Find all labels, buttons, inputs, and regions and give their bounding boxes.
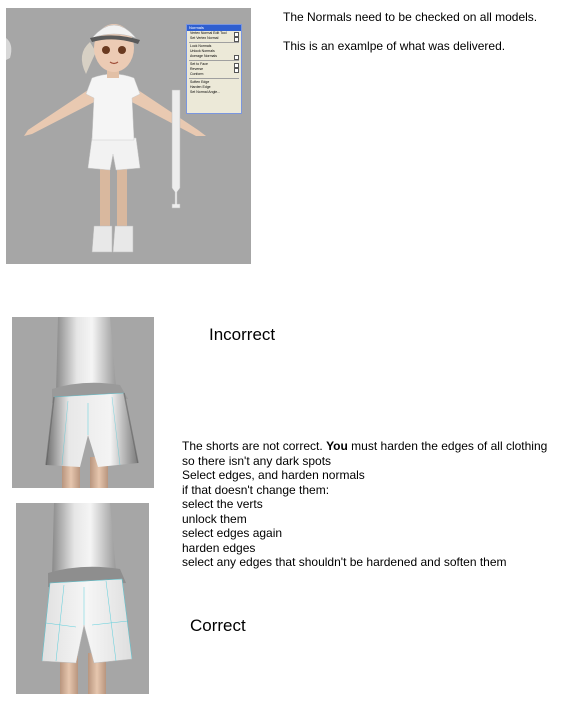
shorts-correct-render bbox=[16, 503, 149, 694]
menu-separator bbox=[189, 78, 239, 79]
instruction-line-2: so there isn't any dark spots bbox=[182, 453, 332, 468]
menu-item[interactable]: Set Vertex Normal bbox=[187, 36, 241, 41]
instruction-line-9: select any edges that shouldn't be hardened and soften them bbox=[182, 555, 507, 569]
viewport-incorrect bbox=[12, 317, 154, 488]
menu-separator bbox=[189, 60, 239, 61]
option-box-icon[interactable] bbox=[234, 37, 239, 42]
instruction-line-4: if that doesn't change them: bbox=[182, 482, 330, 497]
instruction-line-5: select the verts bbox=[182, 497, 263, 511]
intro-line-2: This is an examlpe of what was delivered. bbox=[283, 39, 506, 53]
menu-item[interactable]: Lock Normals bbox=[190, 44, 212, 48]
intro-line-1: The Normals need to be checked on all models. bbox=[283, 10, 538, 24]
menu-title: Normals bbox=[187, 25, 241, 31]
incorrect-heading: Incorrect bbox=[209, 325, 276, 344]
instruction-line-7: select edges again bbox=[182, 526, 283, 540]
menu-item[interactable]: Vertex Normal Edit Tool bbox=[187, 31, 241, 36]
menu-item[interactable]: Unlock Normals bbox=[190, 49, 215, 53]
normals-menu bbox=[186, 24, 242, 114]
instruction-line-8: harden edges bbox=[182, 540, 256, 555]
emphasis-you: You bbox=[326, 439, 348, 453]
instruction-line-6: unlock them bbox=[182, 511, 247, 526]
option-box-icon[interactable] bbox=[234, 55, 239, 60]
instruction-line-3: Select edges, and harden normals bbox=[182, 468, 365, 482]
menu-item[interactable]: Reverse bbox=[187, 67, 241, 72]
menu-items-list bbox=[187, 31, 241, 95]
viewport-correct bbox=[16, 503, 149, 694]
instruction-line-1: The shorts are not correct. You must harden the edges of all clothing bbox=[182, 439, 548, 453]
viewport-character bbox=[6, 8, 251, 264]
shorts-incorrect-render bbox=[12, 317, 154, 488]
menu-item[interactable]: Soften Edge bbox=[190, 80, 210, 84]
menu-item[interactable]: Average Normals bbox=[187, 54, 241, 59]
menu-item[interactable]: Harden Edge bbox=[190, 85, 211, 89]
menu-item[interactable]: Conform bbox=[190, 72, 204, 76]
menu-separator bbox=[189, 42, 239, 43]
correct-heading: Correct bbox=[190, 616, 246, 635]
instructions-block bbox=[182, 439, 547, 570]
menu-item[interactable]: Set Normal Angle... bbox=[190, 90, 221, 94]
menu-item[interactable]: Set to Face bbox=[187, 62, 241, 67]
